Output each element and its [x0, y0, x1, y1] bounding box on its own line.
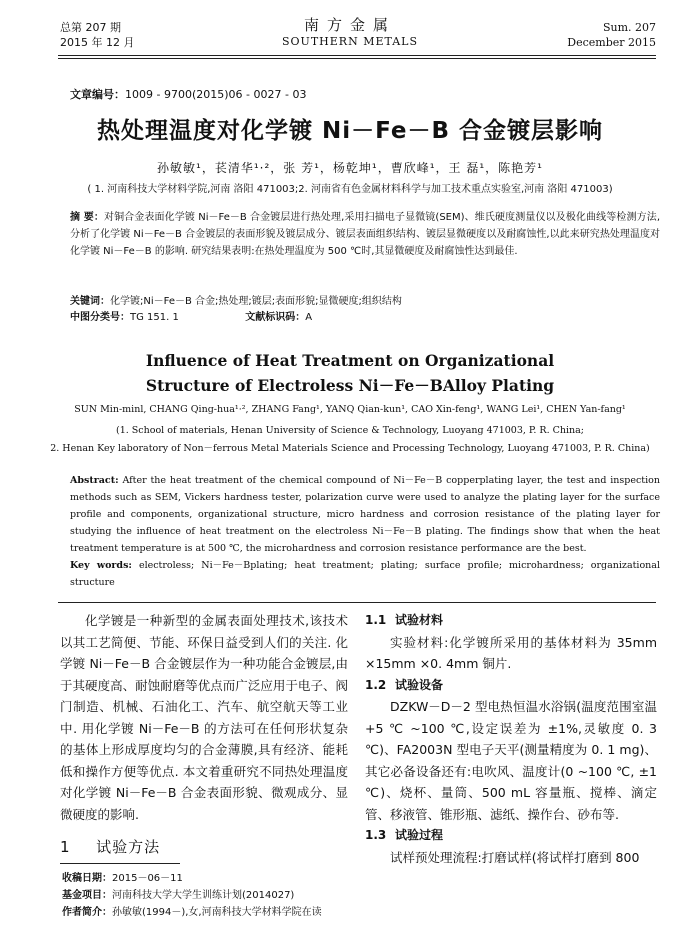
section-1-2-title: 试验设备 — [395, 677, 444, 692]
section-1-1-number: 1.1 — [365, 613, 387, 627]
section-1-1-heading — [365, 610, 657, 632]
header-rule — [58, 55, 656, 56]
doc-code-label: 文献标识码： — [245, 312, 306, 323]
section-1-2-heading — [365, 675, 657, 697]
section-1-3-title: 试验过程 — [395, 828, 444, 842]
abstract-cn — [70, 209, 660, 260]
date-cn: 2015 年 12 月 — [60, 36, 135, 49]
header-rule-thin — [58, 58, 656, 59]
keywords-en — [70, 557, 660, 591]
abstract-cn-label: 摘 要： — [70, 212, 104, 223]
section-1-3-heading — [365, 825, 657, 847]
footnotes — [62, 870, 662, 921]
affiliation-en-2: 2. Henan Key laboratory of Non－ferrous Metal Materials Science and Processing Technology, Luoyang 471003, P. R. China) — [50, 443, 650, 454]
article-number-label: 文章编号： — [70, 88, 125, 101]
title-cn: 热处理温度对化学镀 Ni－Fe－B 合金镀层影响 — [96, 118, 604, 144]
section-1-2-text: DZKW－D－2 型电热恒温水浴锅(温度范围室温 +5 ℃ ~100 ℃,设定误差为 ±1%,灵敏度 0. 3 ℃)、FA2003N 型电子天平(测量精度为 0. 1 mg)、其它必备设备还有:电吹风、温度计(0 ~100 ℃, ±1 ℃)、烧杯、量筒、500 mL 容量瓶、搅棒、滴定管、移液管、锥形瓶、滤纸、操作台、砂布等. — [365, 699, 657, 822]
article-number — [70, 86, 306, 102]
abstract-en — [70, 472, 660, 591]
author-bio-label: 作者简介： — [62, 907, 112, 918]
footnote-rule — [60, 863, 180, 864]
abstract-cn-text: 对铜合金表面化学镀 Ni－Fe－B 合金镀层进行热处理,采用扫描电子显微镜(SEM)、维氏硬度测量仪以及极化曲线等检测方法,分析了化学镀 Ni－Fe－B 合金镀层的表面形貌及镀层成分、镀层表面组织结构、镀层显微硬度以及耐腐蚀性,以此来研究热处理温度对化学镀 Ni－Fe－B 的影响. 研究结果表明:在热处理温度为 500 ℃时,其显微硬度及耐腐蚀性达到最佳. — [70, 212, 660, 257]
doc-code-value: A — [305, 312, 313, 323]
article-number-value: 1009 - 9700(2015)06 - 0027 - 03 — [125, 88, 307, 101]
intro-paragraph: 化学镀是一种新型的金属表面处理技术,该技术以其工艺简便、节能、环保日益受到人们的关注. 化学镀 Ni－Fe－B 合金镀层作为一种功能合金镀层,由于其硬度高、耐蚀耐磨等优点而广泛应用于电子、阀门制造、机械、石油化工、汽车、航空航天等工业中. 用化学镀 Ni－Fe－B 的方法可在任何形状复杂的基体上形成厚度均匀的合金薄膜,具有经济、能耗低和操作方便等优点. 本文着重研究不同热处理温度对化学镀 Ni－Fe－B 合金表面形貌、微观成分、显微硬度的影响. — [60, 613, 348, 822]
header-sum — [567, 20, 656, 50]
section-1-3-number: 1.3 — [365, 828, 387, 842]
body-right-column — [365, 610, 657, 868]
title-en-line2: Structure of Electroless Ni－Fe－BAlloy Plating — [145, 376, 555, 395]
keywords-en-label: Key words: — [70, 560, 132, 571]
keywords-cn — [70, 294, 660, 310]
received-date — [62, 870, 662, 887]
section-1-1-text: 实验材料:化学镀所采用的基体材料为 35mm ×15mm ×0. 4mm 铜片. — [365, 634, 657, 671]
author-bio-value: 孙敏敏(1994－),女,河南科技大学材料学院在读 — [112, 907, 322, 918]
journal-en: SOUTHERN METALS — [282, 35, 418, 48]
received-label: 收稿日期： — [62, 873, 112, 884]
keywords-cn-text: 化学镀;Ni－Fe－B 合金;热处理;镀层;表面形貌;显微硬度;组织结构 — [110, 296, 402, 307]
keywords-cn-label: 关键词： — [70, 296, 110, 307]
authors-cn: 孙敏敏¹，苌清华¹·²，张 芳¹，杨乾坤¹，曹欣峰¹，王 磊¹，陈艳芳¹ — [157, 161, 543, 175]
authors-en: SUN Min-minl, CHANG Qing-hua¹·², ZHANG Fang¹, YANQ Qian-kun¹, CAO Xin-feng¹, WANG Lei¹, CHEN Yan-fang¹ — [74, 404, 626, 415]
section-1-1-title: 试验材料 — [395, 613, 444, 627]
section-1-number: 1 — [60, 838, 71, 856]
author-bio — [62, 904, 662, 921]
title-en-line1: Influence of Heat Treatment on Organizational — [145, 351, 555, 370]
affiliation-en — [0, 422, 700, 458]
journal-cn: 南方金属 — [303, 16, 396, 34]
received-value: 2015－06－11 — [112, 873, 183, 884]
keywords-cn-block — [70, 294, 660, 326]
affiliation-en-1: (1. School of materials, Henan University of Science & Technology, Luoyang 471003, P. R. China; — [115, 425, 585, 436]
fund-project — [62, 887, 662, 904]
clc-value: TG 151. 1 — [130, 312, 179, 323]
abstract-rule — [58, 602, 656, 603]
date-en: December 2015 — [567, 36, 656, 49]
title-en — [0, 348, 700, 398]
keywords-en-text: electroless; Ni－Fe－Bplating; heat treatment; plating; surface profile; microhardness; organizational structure — [70, 560, 660, 588]
clc-line — [70, 310, 660, 326]
affiliation-cn: ( 1. 河南科技大学材料学院,河南 洛阳 471003;2. 河南省有色金属材料科学与加工技术重点实验室,河南 洛阳 471003) — [87, 184, 613, 195]
abstract-en-label: Abstract: — [70, 475, 119, 486]
issue-cn: 总第 207 期 — [60, 21, 121, 34]
section-1-3-text: 试样预处理流程:打磨试样(将试样打磨到 800 — [390, 849, 640, 865]
abstract-en-para — [70, 472, 660, 557]
sum-en: Sum. 207 — [602, 21, 656, 34]
clc-label: 中图分类号： — [70, 312, 130, 323]
fund-label: 基金项目： — [62, 890, 112, 901]
body-left-column — [60, 610, 348, 859]
section-1-title: 试验方法 — [96, 838, 161, 856]
abstract-en-text: After the heat treatment of the chemical compound of Ni－Fe－B copperplating layer, the test and inspection methods such as SEM, Vickers hardness tester, polarization curve were used to analyze the plating layer for the surface profile and components, organizational structure, micro hardness and corrosion resistance of the plating layer for studying the influence of heat treatment on the electroless Ni－Fe－B plating. The findings show that when the heat treatment temperature is at 500 ℃, the microhardness and corrosion resistance performance are the best. — [70, 475, 660, 554]
section-1-2-number: 1.2 — [365, 677, 387, 692]
fund-value: 河南科技大学大学生训练计划(2014027) — [112, 890, 295, 901]
section-1-heading — [60, 837, 348, 859]
